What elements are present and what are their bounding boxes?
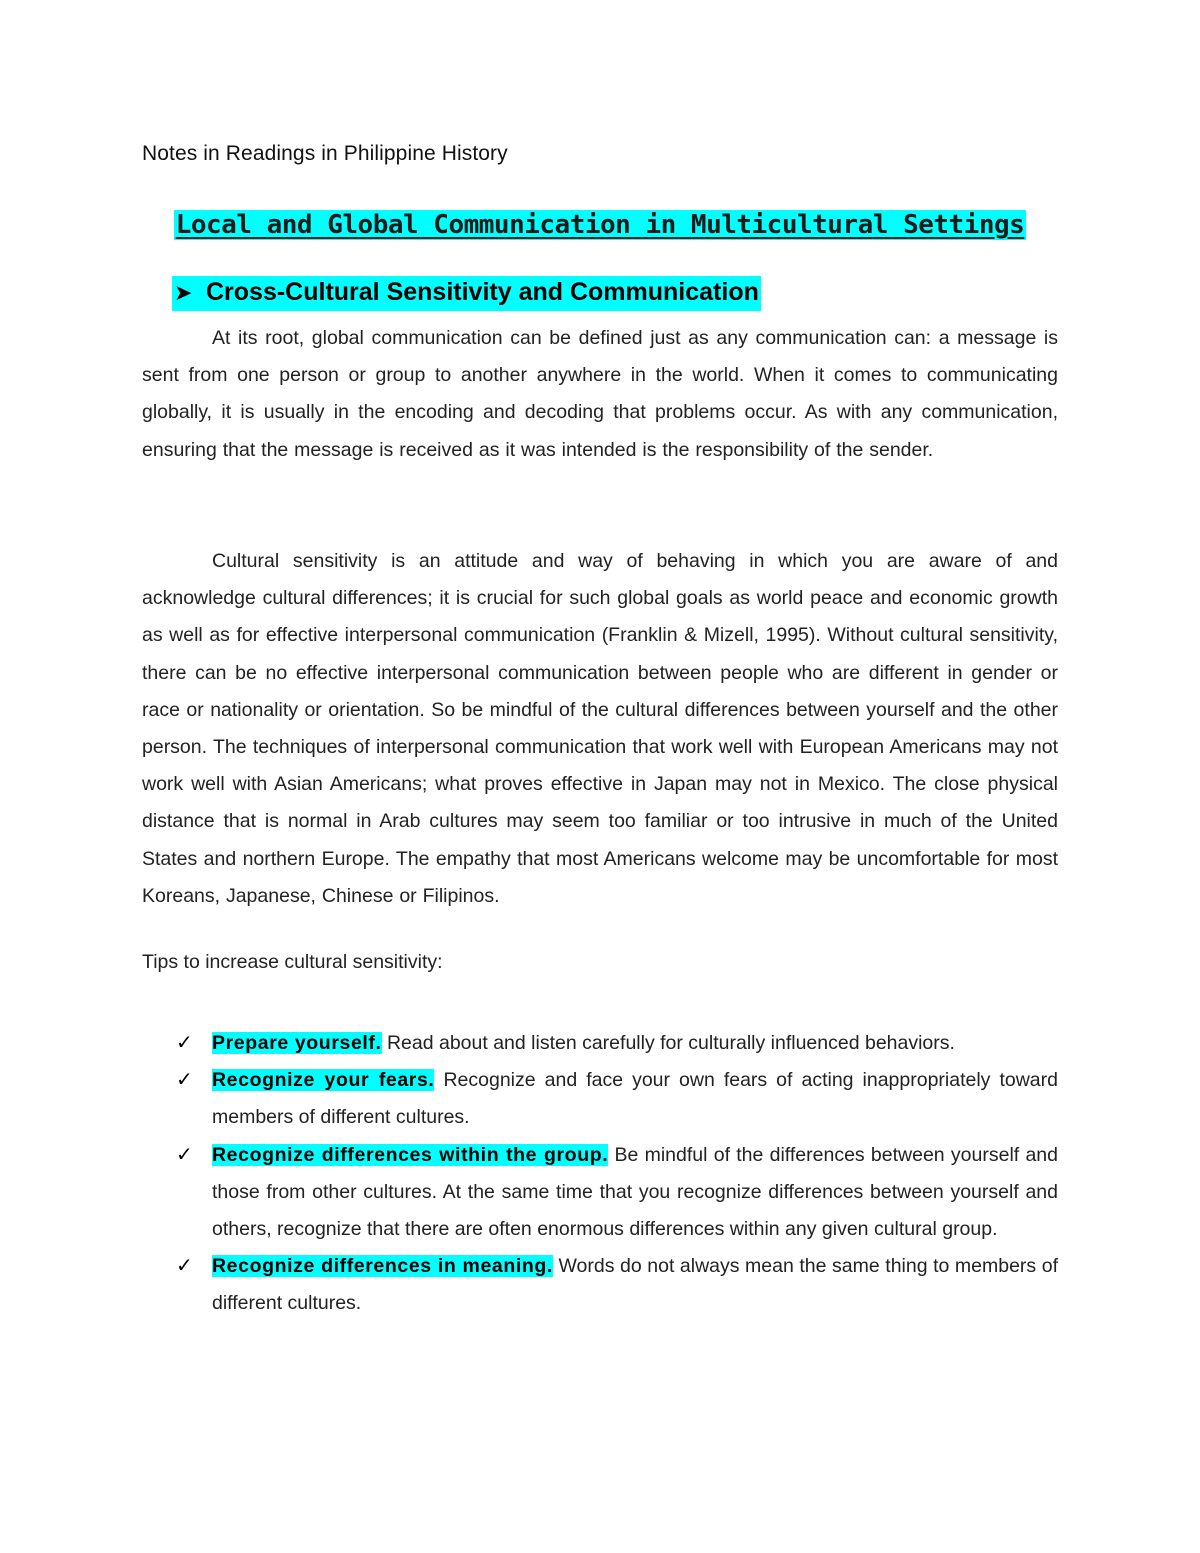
checkmark-icon: ✓ — [176, 1143, 193, 1166]
paragraph-text: At its root, global communication can be defined just as any communication can: a message is sent from one person or group to another anywhere in the world. When it comes to communicating globally, it is usually in the encoding and decoding that problems occur. As with any communication, ensuring that the message is received as it was intended is the responsibility of the sender. — [142, 327, 1058, 461]
list-item — [142, 1248, 1058, 1322]
tip-text: Read about and listen carefully for culturally influenced behaviors. — [381, 1032, 955, 1054]
tip-text: Be mindful of the differences between yourself and those from other cultures. At the same time that you recognize differences between yourself and others, recognize that there are often enormous differences within any given cultural group. — [212, 1143, 1058, 1241]
paragraph-2 — [142, 543, 1058, 915]
section-heading-text: Cross-Cultural Sensitivity and Communication — [206, 278, 759, 306]
main-heading-text: Local and Global Communication in Multicultural Settings — [175, 210, 1025, 240]
list-item — [142, 1137, 1058, 1249]
paragraph-1 — [142, 320, 1058, 469]
paragraph-text: Cultural sensitivity is an attitude and way of behaving in which you are aware of and acknowledge cultural differences; it is crucial for such global goals as world peace and economic growth as well as for effective interpersonal communication (Franklin & Mizell, 1995). Without cultural sensitivity, there can be no effective interpersonal communication between people who are different in gender or race or nationality or orientation. So be mindful of the cultural differences between yourself and the other person. The techniques of interpersonal communication that work well with European Americans may not work well with Asian Americans; what proves effective in Japan may not in Mexico. The close physical distance that is normal in Arab cultures may seem too familiar or too intrusive in much of the United States and northern Europe. The empathy that most Americans welcome may be uncomfortable for most Koreans, Japanese, Chinese or Filipinos. — [142, 550, 1058, 907]
tips-label: Tips to increase cultural sensitivity: — [142, 951, 443, 973]
tip-heading: Recognize your fears. — [212, 1069, 435, 1092]
arrow-bullet-icon: ➤ — [174, 280, 193, 305]
checkmark-icon: ✓ — [176, 1255, 193, 1278]
tip-heading: Recognize differences within the group. — [212, 1143, 609, 1166]
list-item — [142, 1025, 1058, 1062]
tip-heading: Prepare yourself. — [212, 1032, 382, 1054]
list-item — [142, 1062, 1058, 1136]
tips-list — [142, 1025, 1058, 1323]
tip-text: Recognize and face your own fears of acting inappropriately toward members of different cultures. — [212, 1069, 1058, 1129]
tip-heading: Recognize differences in meaning. — [212, 1255, 553, 1278]
tip-text: Words do not always mean the same thing to members of different cultures. — [212, 1255, 1058, 1315]
main-heading — [0, 210, 1200, 240]
section-heading — [172, 276, 761, 311]
checkmark-icon: ✓ — [176, 1032, 193, 1054]
checkmark-icon: ✓ — [176, 1069, 193, 1092]
document-title: Notes in Readings in Philippine History — [142, 142, 508, 165]
